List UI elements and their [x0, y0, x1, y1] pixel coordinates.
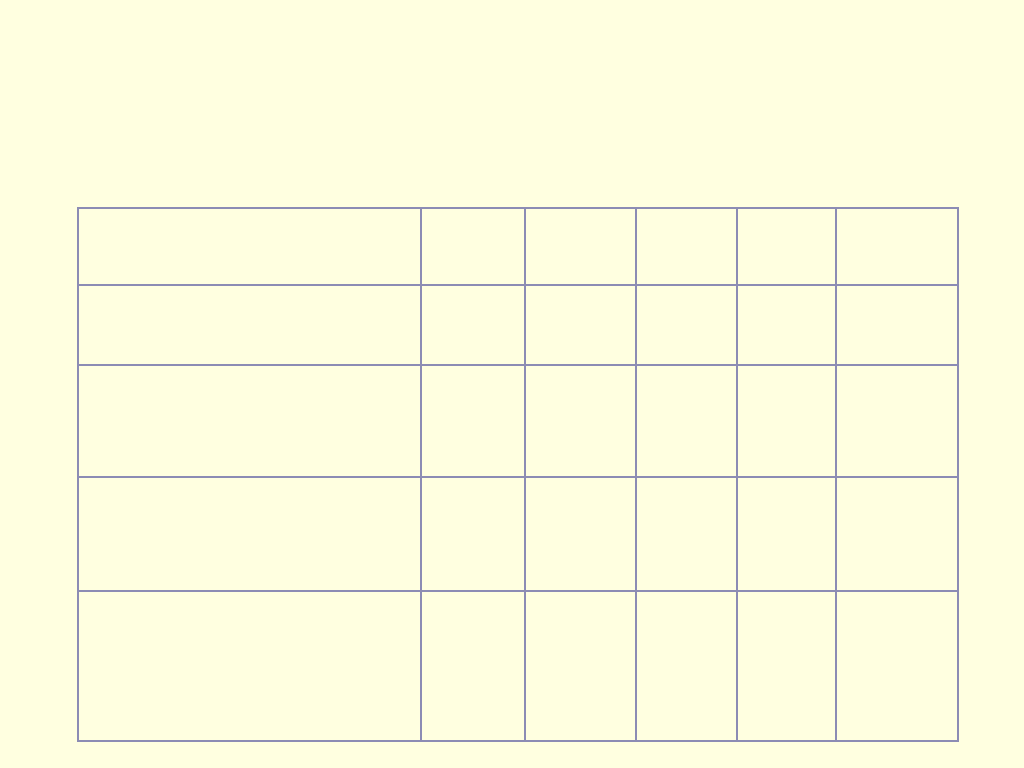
- bottom-decoration-band: [35, 758, 990, 768]
- row-label-macro: [78, 591, 421, 741]
- table-header-row: [78, 208, 958, 285]
- technology-label: [87, 370, 420, 404]
- header-singapore: [836, 208, 958, 285]
- cell-policy-hongkong: [636, 477, 737, 591]
- cell-macro-korea: [737, 591, 836, 741]
- row-label-growth: [78, 285, 421, 365]
- header-criteria: [78, 208, 421, 285]
- cell-policy-singapore: [836, 477, 958, 591]
- cell-policy-japan: [525, 477, 636, 591]
- header-hongkong: [636, 208, 737, 285]
- macro-label: [87, 598, 420, 632]
- header-korea: [737, 208, 836, 285]
- ict-label: [87, 438, 420, 472]
- cell-growth-japan: [525, 285, 636, 365]
- cell-tech-singapore: [836, 365, 958, 477]
- cell-macro-taiwan: [421, 591, 525, 741]
- cell-growth-singapore: [836, 285, 958, 365]
- table-row: [78, 285, 958, 365]
- macro-stability-label: [87, 632, 420, 666]
- table-row: [78, 365, 958, 477]
- header-taiwan: [421, 208, 525, 285]
- gov-waste-label: [87, 700, 420, 734]
- cell-policy-korea: [737, 477, 836, 591]
- cell-macro-hongkong: [636, 591, 737, 741]
- credit-rating-label: [87, 666, 420, 700]
- table-row: [78, 477, 958, 591]
- public-policy-label: [87, 483, 420, 517]
- corruption-label: [87, 551, 420, 585]
- row-label-technology: [78, 365, 421, 477]
- cell-tech-hongkong: [636, 365, 737, 477]
- cell-macro-japan: [525, 591, 636, 741]
- top-decoration-band: [25, 8, 1000, 48]
- cell-growth-korea: [737, 285, 836, 365]
- cell-tech-japan: [525, 365, 636, 477]
- table-row: [78, 591, 958, 741]
- cell-policy-taiwan: [421, 477, 525, 591]
- cell-macro-singapore: [836, 591, 958, 741]
- row-label-public-policy: [78, 477, 421, 591]
- cell-growth-hongkong: [636, 285, 737, 365]
- cell-growth-taiwan: [421, 285, 525, 365]
- cell-tech-korea: [737, 365, 836, 477]
- header-japan: [525, 208, 636, 285]
- cell-tech-taiwan: [421, 365, 525, 477]
- comparison-table: [77, 207, 959, 742]
- innovation-label: [87, 404, 420, 438]
- contracts-label: [87, 517, 420, 551]
